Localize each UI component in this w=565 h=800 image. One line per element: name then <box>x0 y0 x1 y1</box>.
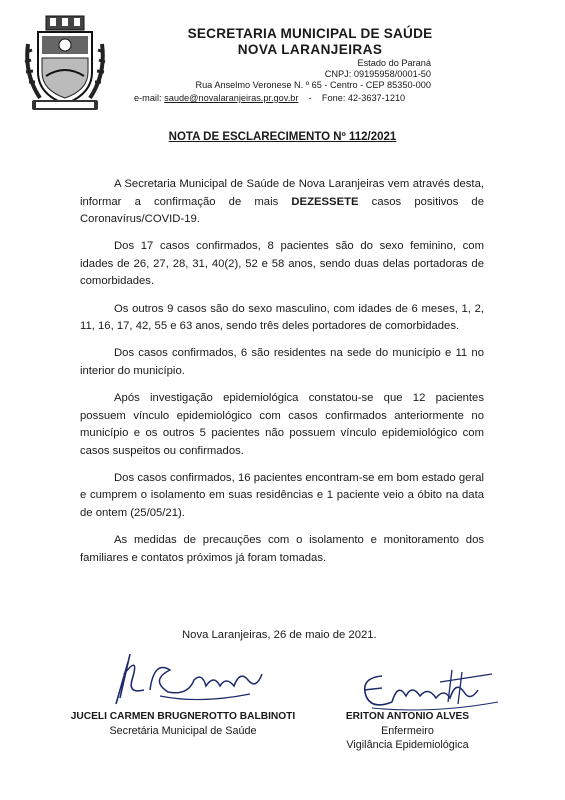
signature-left-icon <box>110 650 270 712</box>
signature-right-icon <box>352 662 502 716</box>
paragraph-3: Os outros 9 casos são do sexo masculino, com idades de 6 meses, 1, 2, 11, 16, 17, 42, 55 e 63 anos, sendo três deles portadores de comorbidades. <box>80 302 484 333</box>
signer-role-left: Secretária Municipal de Saúde <box>109 725 257 737</box>
signer-role-right-1: Enfermeiro <box>381 725 434 737</box>
p1-text-end: casos positivos de Coronavírus/COVID-19. <box>80 195 484 226</box>
header-details <box>195 58 431 92</box>
notice-body <box>80 176 484 577</box>
org-title: SECRETARIA MUNICIPAL DE SAÚDE <box>187 26 433 41</box>
email-label: e-mail: <box>134 93 165 103</box>
paragraph-1 <box>80 176 484 229</box>
contact-line: e-mail: saude@novalaranjeiras.pr.gov.br - Fone: 42-3637-1210 <box>134 93 406 103</box>
municipality-name: NOVA LARANJEIRAS <box>237 42 383 57</box>
p1-text: A Secretaria Municipal de Saúde de Nova Laranjeiras vem através desta, informar a confirmação de mais <box>80 178 484 208</box>
document-date: Nova Laranjeiras, 26 de maio de 2021. <box>182 629 377 641</box>
signer-name-right: ERITON ANTONIO ALVES <box>345 711 470 722</box>
state-line: Estado do Paraná <box>357 58 431 68</box>
address-line: Rua Anselmo Veronese N. º 65 - Centro - CEP 85350-000 <box>195 80 431 91</box>
cnpj-line: CNPJ: 09195958/0001-50 <box>324 69 431 80</box>
municipal-coat-of-arms-icon <box>22 14 108 114</box>
signature-block-right <box>335 710 480 753</box>
paragraph-5: Após investigação epidemiológica constatou-se que 12 pacientes possuem vínculo epidemiológico com casos confirmados anteriormente no município e os outros 5 pacientes não possuem vínculo epidemiológico com casos suspeitos ou confirmados. <box>80 391 484 457</box>
case-count-word: DEZESSETE <box>291 195 359 208</box>
paragraph-6: Dos casos confirmados, 16 pacientes encontram-se em bom estado geral e cumprem o isolamento em suas residências e 1 paciente veio a óbito na data de ontem (25/05/21). <box>80 471 484 519</box>
paragraph-7: As medidas de precauções com o isolamento e monitoramento dos familiares e contatos próximos já foram tomadas. <box>80 534 484 564</box>
notice-title-wrap <box>0 131 565 143</box>
signer-name-left: JUCELI CARMEN BRUGNEROTTO BALBINOTI <box>70 711 296 722</box>
paragraph-2: Dos 17 casos confirmados, 8 pacientes são do sexo feminino, com idades de 26, 27, 28, 31, 40(2), 52 e 58 anos, sendo duas delas portadoras de comorbidades. <box>80 240 484 288</box>
signature-block-left <box>68 710 298 738</box>
notice-title: NOTA DE ESCLARECIMENTO Nº 112/2021 <box>168 131 397 143</box>
header-titles <box>110 26 510 58</box>
phone-line: Fone: 42-3637-1210 <box>321 93 406 103</box>
email-link[interactable]: saude@novalaranjeiras.pr.gov.br <box>164 93 299 103</box>
signer-role-right-2: Vigilância Epidemiológica <box>346 739 469 752</box>
paragraph-4: Dos casos confirmados, 6 são residentes na sede do município e 11 no interior do município. <box>80 347 484 377</box>
